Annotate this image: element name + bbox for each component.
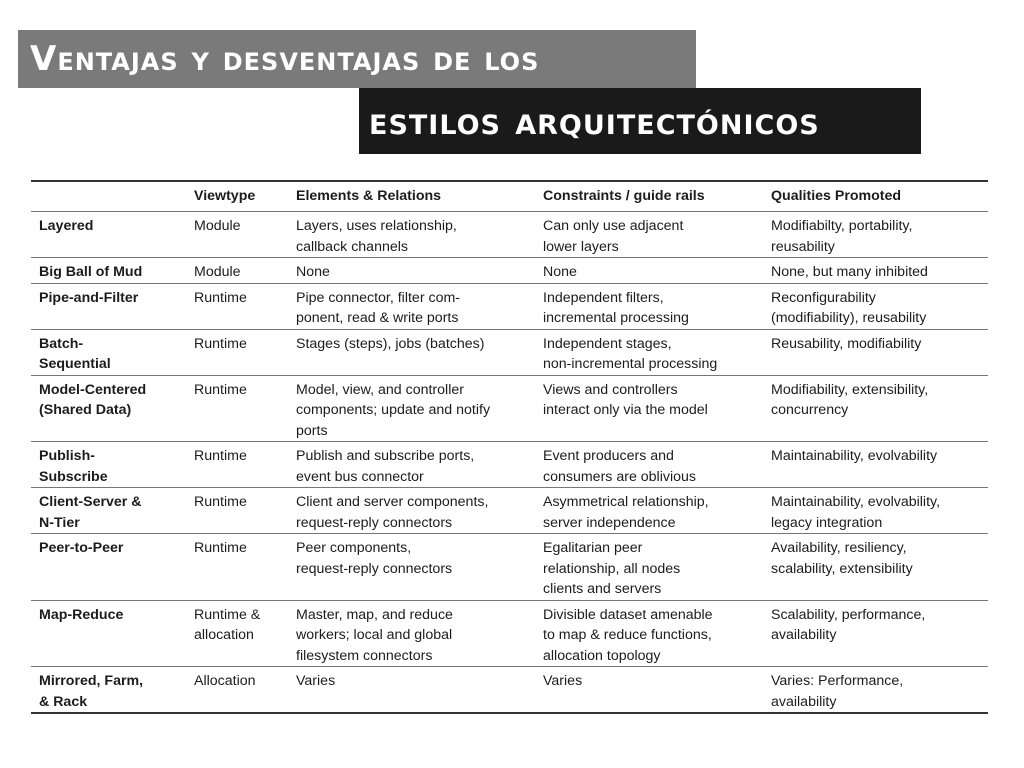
- elements-cell: Varies: [288, 667, 535, 714]
- viewtype-cell: Module: [186, 212, 288, 258]
- viewtype-cell: Runtime & allocation: [186, 600, 288, 667]
- elements-cell: Master, map, and reduce workers; local and global filesystem connectors: [288, 600, 535, 667]
- title-banner-line-1: [18, 30, 696, 88]
- viewtype-cell: Runtime: [186, 488, 288, 534]
- viewtype-cell: Runtime: [186, 283, 288, 329]
- viewtype-cell: Runtime: [186, 442, 288, 488]
- table-body: [31, 212, 988, 714]
- elements-cell: Model, view, and controller components; update and notify ports: [288, 375, 535, 442]
- style-cell: Publish- Subscribe: [31, 442, 186, 488]
- constraints-cell: None: [535, 258, 763, 284]
- header-qualities: Qualities Promoted: [763, 181, 988, 212]
- elements-cell: Publish and subscribe ports, event bus connector: [288, 442, 535, 488]
- viewtype-cell: Runtime: [186, 375, 288, 442]
- elements-cell: Stages (steps), jobs (batches): [288, 329, 535, 375]
- elements-cell: Peer components, request-reply connectors: [288, 534, 535, 601]
- table-row: [31, 667, 988, 714]
- style-cell: Map-Reduce: [31, 600, 186, 667]
- elements-cell: Layers, uses relationship, callback channels: [288, 212, 535, 258]
- qualities-cell: Maintainability, evolvability: [763, 442, 988, 488]
- header-style: [31, 181, 186, 212]
- qualities-cell: Maintainability, evolvability, legacy integration: [763, 488, 988, 534]
- qualities-cell: None, but many inhibited: [763, 258, 988, 284]
- qualities-cell: Reconfigurability (modifiability), reusability: [763, 283, 988, 329]
- constraints-cell: Independent filters, incremental processing: [535, 283, 763, 329]
- constraints-cell: Egalitarian peer relationship, all nodes clients and servers: [535, 534, 763, 601]
- table-row: [31, 534, 988, 601]
- architecture-styles-table: [31, 180, 988, 714]
- header-constraints: Constraints / guide rails: [535, 181, 763, 212]
- constraints-cell: Varies: [535, 667, 763, 714]
- title-banner-line-2: [359, 88, 921, 154]
- style-cell: Client-Server & N-Tier: [31, 488, 186, 534]
- table-row: [31, 442, 988, 488]
- style-cell: Mirrored, Farm, & Rack: [31, 667, 186, 714]
- elements-cell: None: [288, 258, 535, 284]
- elements-cell: Client and server components, request-reply connectors: [288, 488, 535, 534]
- constraints-cell: Event producers and consumers are oblivious: [535, 442, 763, 488]
- viewtype-cell: Runtime: [186, 534, 288, 601]
- constraints-cell: Can only use adjacent lower layers: [535, 212, 763, 258]
- table-row: [31, 283, 988, 329]
- constraints-cell: Independent stages, non-incremental processing: [535, 329, 763, 375]
- style-cell: Layered: [31, 212, 186, 258]
- style-cell: Batch- Sequential: [31, 329, 186, 375]
- style-cell: Model-Centered (Shared Data): [31, 375, 186, 442]
- constraints-cell: Divisible dataset amenable to map & reduce functions, allocation topology: [535, 600, 763, 667]
- title-line-2: estilos arquitectónicos: [369, 99, 820, 143]
- header-viewtype: Viewtype: [186, 181, 288, 212]
- style-cell: Big Ball of Mud: [31, 258, 186, 284]
- header-elements-relations: Elements & Relations: [288, 181, 535, 212]
- table-row: [31, 212, 988, 258]
- table-header-row: [31, 181, 988, 212]
- title-line-1: Ventajas y desventajas de los: [30, 39, 540, 79]
- qualities-cell: Availability, resiliency, scalability, extensibility: [763, 534, 988, 601]
- table-row: [31, 258, 988, 284]
- table-row: [31, 600, 988, 667]
- table-row: [31, 375, 988, 442]
- constraints-cell: Views and controllers interact only via the model: [535, 375, 763, 442]
- viewtype-cell: Allocation: [186, 667, 288, 714]
- qualities-cell: Reusability, modifiability: [763, 329, 988, 375]
- qualities-cell: Scalability, performance, availability: [763, 600, 988, 667]
- viewtype-cell: Module: [186, 258, 288, 284]
- table-row: [31, 329, 988, 375]
- qualities-cell: Varies: Performance, availability: [763, 667, 988, 714]
- viewtype-cell: Runtime: [186, 329, 288, 375]
- table-row: [31, 488, 988, 534]
- qualities-cell: Modifiabilty, portability, reusability: [763, 212, 988, 258]
- constraints-cell: Asymmetrical relationship, server independence: [535, 488, 763, 534]
- style-cell: Peer-to-Peer: [31, 534, 186, 601]
- qualities-cell: Modifiability, extensibility, concurrency: [763, 375, 988, 442]
- elements-cell: Pipe connector, filter com- ponent, read & write ports: [288, 283, 535, 329]
- style-cell: Pipe-and-Filter: [31, 283, 186, 329]
